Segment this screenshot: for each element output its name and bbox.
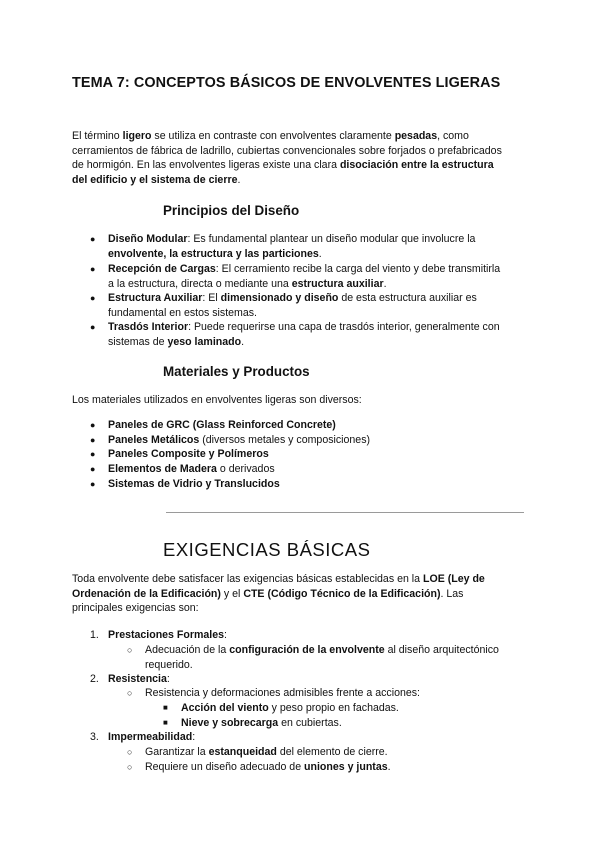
bullet-icon: ● (90, 234, 96, 244)
list-item: Elementos de Madera o derivados (108, 463, 275, 475)
sub-sub-list-item: Acción del viento y peso propio en fachadas. (181, 702, 399, 714)
circle-bullet-icon: ○ (127, 747, 133, 757)
principios-heading: Principios del Diseño (163, 203, 300, 218)
bullet-icon: ● (90, 435, 96, 445)
list-item: Paneles Composite y Polímeros (108, 448, 269, 460)
list-item: Diseño Modular: Es fundamental plantear un diseño modular que involucre la envolvente, la estructura y las particiones. (108, 233, 476, 260)
materiales-intro: Los materiales utilizados en envolventes ligeras son diversos: (72, 394, 362, 406)
circle-bullet-icon: ○ (127, 762, 133, 772)
sub-list-item: Resistencia y deformaciones admisibles frente a acciones: (145, 687, 420, 699)
list-item: Recepción de Cargas: El cerramiento recibe la carga del viento y debe transmitirla a la estructura, directa o mediante una estructura auxiliar. (108, 263, 501, 290)
square-bullet-icon: ■ (163, 718, 168, 727)
sub-list-item: Garantizar la estanqueidad del elemento de cierre. (145, 746, 388, 758)
list-number: 1. (90, 629, 99, 641)
list-item: Estructura Auxiliar: El dimensionado y diseño de esta estructura auxiliar es fundamental en estos sistemas. (108, 292, 477, 319)
bullet-icon: ● (90, 449, 96, 459)
list-item: Prestaciones Formales: (108, 629, 227, 641)
section-divider (166, 512, 524, 513)
list-item: Trasdós Interior: Puede requerirse una capa de trasdós interior, generalmente con sistemas de yeso laminado. (108, 321, 500, 348)
intro-paragraph: El término ligero se utiliza en contraste con envolventes claramente pesadas, como cerramientos de fábrica de ladrillo, cubiertas convencionales sobre forjados o prefabricados de hormigón. En las envolventes ligeras existe una clara disociación entre la estructura del edificio y el sistema de cierre. (72, 130, 502, 186)
exigencias-paragraph: Toda envolvente debe satisfacer las exigencias básicas establecidas en la LOE (Ley de Ordenación de la Edificación) y el CTE (Código Técnico de la Edificación). Las principales exigencias son: (72, 573, 485, 615)
sub-sub-list-item: Nieve y sobrecarga en cubiertas. (181, 717, 342, 729)
bullet-icon: ● (90, 264, 96, 274)
bullet-icon: ● (90, 464, 96, 474)
list-number: 3. (90, 731, 99, 743)
bullet-icon: ● (90, 293, 96, 303)
sub-list-item: Adecuación de la configuración de la envolvente al diseño arquitectónico requerido. (145, 644, 499, 671)
bullet-icon: ● (90, 420, 96, 430)
square-bullet-icon: ■ (163, 703, 168, 712)
bullet-icon: ● (90, 322, 96, 332)
bullet-icon: ● (90, 479, 96, 489)
materiales-heading: Materiales y Productos (163, 364, 310, 379)
list-number: 2. (90, 673, 99, 685)
circle-bullet-icon: ○ (127, 688, 133, 698)
list-item: Paneles de GRC (Glass Reinforced Concrete) (108, 419, 336, 431)
list-item: Sistemas de Vidrio y Translucidos (108, 478, 280, 490)
circle-bullet-icon: ○ (127, 645, 133, 655)
list-item: Impermeabilidad: (108, 731, 196, 743)
sub-list-item: Requiere un diseño adecuado de uniones y juntas. (145, 761, 391, 773)
list-item: Resistencia: (108, 673, 170, 685)
list-item: Paneles Metálicos (diversos metales y composiciones) (108, 434, 371, 446)
exigencias-heading: EXIGENCIAS BÁSICAS (163, 539, 371, 560)
page-title: TEMA 7: CONCEPTOS BÁSICOS DE ENVOLVENTES LIGERAS (72, 75, 501, 91)
